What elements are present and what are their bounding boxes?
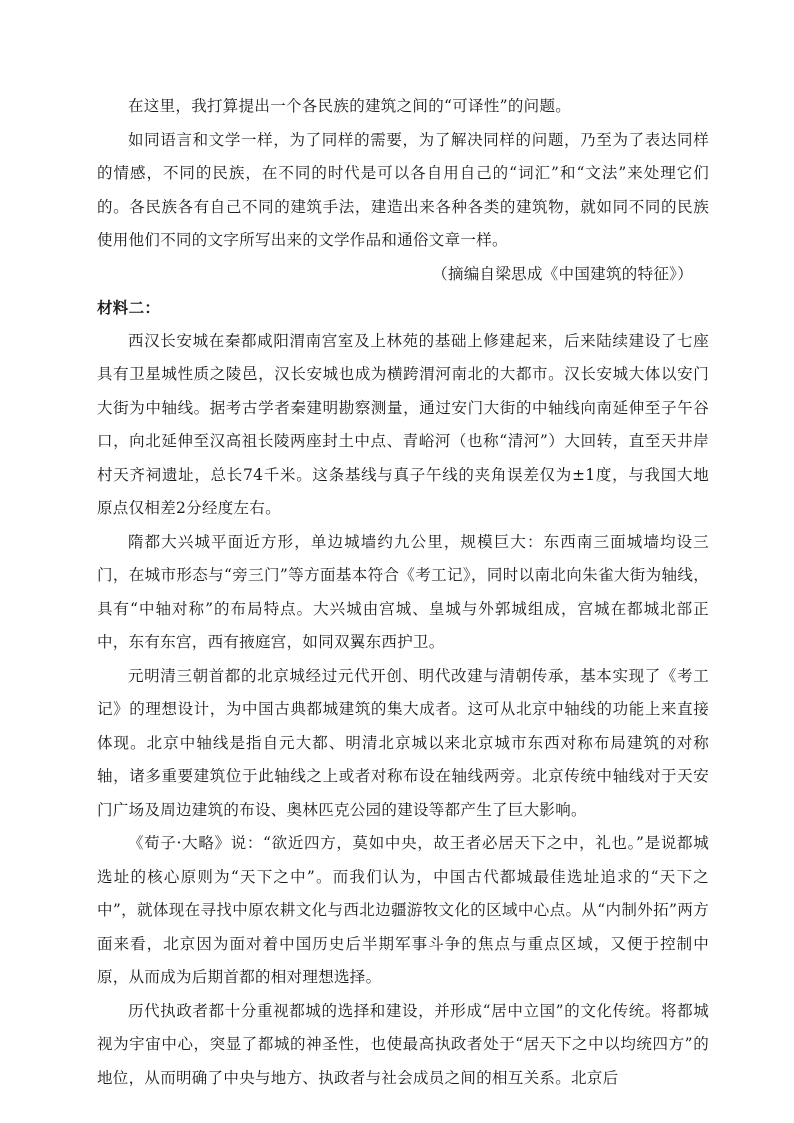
paragraph-capital-tradition: 历代执政者都十分重视都城的选择和建设，并形成“居中立国”的文化传统。将都城视为宇宙中心，突显了都城的神圣性，也使最高执政者处于“居天下之中以均统四方”的地位，从而明确了中央与地方、执政者与社会成员之间的相互关系。北京后 [97,1001,709,1087]
paragraph-changan: 西汉长安城在秦都咸阳渭南宫室及上林苑的基础上修建起来，后来陆续建设了七座具有卫星城性质之陵邑，汉长安城也成为横跨渭河南北的大都市。汉长安城大体以安门大街为中轴线。据考古学者秦建明勘察测量，通过安门大街的中轴线向南延伸至子午谷口，向北延伸至汉高祖长陵两座封土中点、青峪河（也称“清河”）大回转，直至天井岸村天齐祠遗址，总长74千米。这条基线与真子午线的夹角误差仅为±1度，与我国大地原点仅相差2分经度左右。 [97,331,709,517]
paragraph-xunzi: 《荀子·大略》说：“欲近四方，莫如中央，故王者必居天下之中，礼也。”是说都城选址的核心原则为“天下之中”。而我们认为，中国古代都城最佳选址追求的“天下之中”，就体现在寻找中原农耕文化与西北边疆游牧文化的区域中心点。从“内制外拓”两方面来看，北京因为面对着中国历史后半期军事斗争的焦点与重点区域，又便于控制中原，从而成为后期首都的相对理想选择。 [97,834,709,986]
source-citation: （摘编自梁思成《中国建筑的特征》） [432,264,693,283]
paragraph-beijing-axis: 元明清三朝首都的北京城经过元代开创、明代改建与清朝传承，基本实现了《考工记》的理想设计，为中国古典都城建筑的集大成者。这可从北京中轴线的功能上来直接体现。北京中轴线是指自元大都、明清北京城以来北京城市东西对称布局建筑的对称轴，诸多重要建筑位于此轴线之上或者对称布设在轴线两旁。北京传统中轴线对于天安门广场及周边建筑的布设、奥林匹克公园的建设等都产生了巨大影响。 [97,666,709,819]
material-two-heading: 材料二： [97,298,161,317]
document-body [97,90,709,1095]
paragraph-translatability: 在这里，我打算提出一个各民族的建筑之间的“可译性”的问题。 [128,97,572,115]
paragraph-daxing: 隋都大兴城平面近方形，单边城墙约九公里，规模巨大：东西南三面城墙均设三门，在城市形态与“旁三门”等方面基本符合《考工记》，同时以南北向朱雀大街为轴线，具有“中轴对称”的布局特点。大兴城由宫城、皇城与外郭城组成，宫城在都城北部正中，东有东宫，西有掖庭宫，如同双翼东西护卫。 [97,532,709,651]
paragraph-language-analogy: 如同语言和文学一样，为了同样的需要，为了解决同样的问题，乃至为了表达同样的情感，不同的民族，在不同的时代是可以各自用自己的“词汇”和“文法”来处理它们的。各民族各有自己不同的建筑手法，建造出来各种各类的建筑物，就如同不同的民族使用他们不同的文字所写出来的文学作品和通俗文章一样。 [97,130,709,249]
